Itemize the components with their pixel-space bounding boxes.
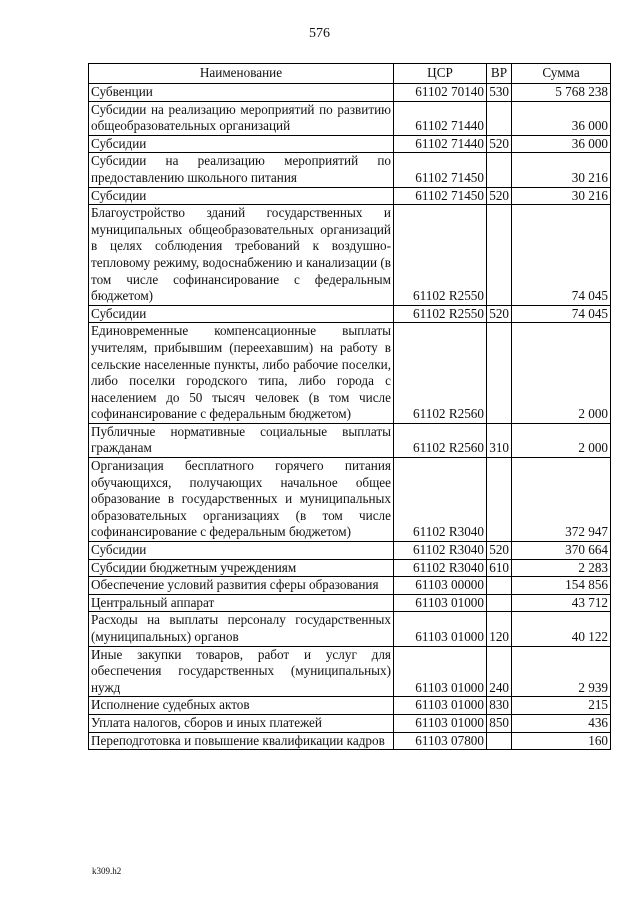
table-row: [89, 205, 611, 306]
row-sum: 74 045: [512, 205, 611, 306]
row-sum: 36 000: [512, 101, 611, 135]
row-csr: 61102 R3040: [394, 559, 487, 577]
row-csr: 61103 01000: [394, 594, 487, 612]
row-name: Уплата налогов, сборов и иных платежей: [89, 714, 394, 732]
header-name: Наименование: [89, 64, 394, 84]
row-csr: 61103 00000: [394, 577, 487, 595]
row-sum: 30 216: [512, 187, 611, 205]
row-csr: 61103 01000: [394, 612, 487, 646]
row-sum: 74 045: [512, 305, 611, 323]
table-row: [89, 612, 611, 646]
row-sum: 43 712: [512, 594, 611, 612]
table-row: [89, 323, 611, 424]
page-number: 576: [309, 26, 330, 41]
row-name: Иные закупки товаров, работ и услуг для обеспечения государственных (муниципальных) нужд: [89, 646, 394, 697]
row-sum: 30 216: [512, 153, 611, 187]
table-row: [89, 732, 611, 750]
row-name: Расходы на выплаты персоналу государственных (муниципальных) органов: [89, 612, 394, 646]
table-row: [89, 458, 611, 542]
row-csr: 61102 71440: [394, 101, 487, 135]
row-name: Обеспечение условий развития сферы образования: [89, 577, 394, 595]
table-row: [89, 646, 611, 697]
row-name: Субсидии бюджетным учреждениям: [89, 559, 394, 577]
row-name: Субсидии: [89, 305, 394, 323]
table-row: [89, 559, 611, 577]
row-csr: 61102 R3040: [394, 542, 487, 560]
row-sum: 40 122: [512, 612, 611, 646]
table-row: [89, 187, 611, 205]
row-name: Исполнение судебных актов: [89, 697, 394, 715]
row-sum: 370 664: [512, 542, 611, 560]
budget-table: [88, 63, 611, 750]
table-row: [89, 697, 611, 715]
row-sum: 372 947: [512, 458, 611, 542]
footer-code: k309.h2: [92, 866, 122, 876]
row-name: Благоустройство зданий государственных и муниципальных общеобразовательных организаций в целях соблюдения требований к воздушно-тепловому режиму, водоснабжению и канализации (в том числе софинансирование с федеральным бюджетом): [89, 205, 394, 306]
header-sum: Сумма: [512, 64, 611, 84]
row-sum: 436: [512, 714, 611, 732]
row-name: Субсидии на реализацию мероприятий по развитию общеобразовательных организаций: [89, 101, 394, 135]
table-row: [89, 577, 611, 595]
row-vr: [487, 732, 512, 750]
row-vr: [487, 458, 512, 542]
row-sum: 36 000: [512, 135, 611, 153]
row-csr: 61103 01000: [394, 697, 487, 715]
row-sum: 2 939: [512, 646, 611, 697]
table-row: [89, 305, 611, 323]
row-vr: 610: [487, 559, 512, 577]
table-row: [89, 714, 611, 732]
row-sum: 215: [512, 697, 611, 715]
row-sum: 2 000: [512, 423, 611, 457]
row-vr: 310: [487, 423, 512, 457]
row-name: Субсидии на реализацию мероприятий по предоставлению школьного питания: [89, 153, 394, 187]
row-vr: 520: [487, 187, 512, 205]
table-row: [89, 423, 611, 457]
row-vr: 240: [487, 646, 512, 697]
row-csr: 61102 R2560: [394, 323, 487, 424]
row-vr: 520: [487, 135, 512, 153]
row-vr: [487, 205, 512, 306]
row-sum: 2 000: [512, 323, 611, 424]
row-vr: 120: [487, 612, 512, 646]
row-csr: 61102 70140: [394, 84, 487, 102]
row-csr: 61102 71450: [394, 153, 487, 187]
row-name: Субсидии: [89, 135, 394, 153]
row-name: Субсидии: [89, 542, 394, 560]
row-sum: 154 856: [512, 577, 611, 595]
row-name: Единовременные компенсационные выплаты учителям, прибывшим (переехавшим) на работу в сельские населенные пункты, либо рабочие поселки, либо поселки городского типа, либо города с населением до 50 тысяч человек (в том числе софинансирование с федеральным бюджетом): [89, 323, 394, 424]
table-row: [89, 542, 611, 560]
row-vr: 520: [487, 305, 512, 323]
row-vr: [487, 577, 512, 595]
row-csr: 61103 01000: [394, 646, 487, 697]
row-name: Публичные нормативные социальные выплаты гражданам: [89, 423, 394, 457]
header-csr: ЦСР: [394, 64, 487, 84]
row-csr: 61103 01000: [394, 714, 487, 732]
row-vr: [487, 594, 512, 612]
row-name: Переподготовка и повышение квалификации кадров: [89, 732, 394, 750]
row-sum: 160: [512, 732, 611, 750]
row-csr: 61102 R2550: [394, 205, 487, 306]
row-sum: 2 283: [512, 559, 611, 577]
row-name: Организация бесплатного горячего питания обучающихся, получающих начальное общее образование в государственных и муниципальных образовательных организациях (в том числе софинансирование с федеральным бюджетом): [89, 458, 394, 542]
header-vr: ВР: [487, 64, 512, 84]
table-row: [89, 101, 611, 135]
row-vr: 850: [487, 714, 512, 732]
table-row: [89, 153, 611, 187]
row-csr: 61102 71440: [394, 135, 487, 153]
row-vr: 530: [487, 84, 512, 102]
row-csr: 61102 R2560: [394, 423, 487, 457]
row-vr: 520: [487, 542, 512, 560]
row-name: Центральный аппарат: [89, 594, 394, 612]
row-sum: 5 768 238: [512, 84, 611, 102]
row-vr: [487, 101, 512, 135]
table-row: [89, 135, 611, 153]
row-csr: 61102 R3040: [394, 458, 487, 542]
table-header-row: [89, 64, 611, 84]
row-name: Субвенции: [89, 84, 394, 102]
row-csr: 61102 71450: [394, 187, 487, 205]
table-row: [89, 84, 611, 102]
row-vr: 830: [487, 697, 512, 715]
row-csr: 61102 R2550: [394, 305, 487, 323]
row-vr: [487, 153, 512, 187]
row-name: Субсидии: [89, 187, 394, 205]
row-vr: [487, 323, 512, 424]
row-csr: 61103 07800: [394, 732, 487, 750]
table-row: [89, 594, 611, 612]
